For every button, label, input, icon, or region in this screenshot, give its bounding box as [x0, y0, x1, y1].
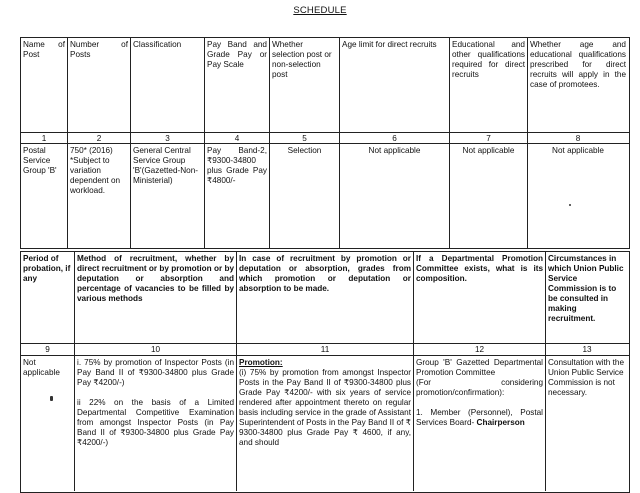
promotion-body: (i) 75% by promotion from amongst Inspector Posts in the Pay Band II of ₹9300-34800 plus Grade Pay ₹4200/- with six years of service rendered after appointment thereto on regular basis including service in the grade of Assistant Superintendent of Posts in the Pay Band II of ₹ 9300-34800 plus Grade Pay ₹ 4600, if any, and should: [239, 368, 411, 447]
header-age-limit: Age limit for direct recruits: [342, 40, 437, 49]
column-number: 7: [486, 134, 491, 143]
dpc-member: 1. Member (Personnel), Postal Services Board-: [416, 408, 543, 427]
column-number: 10: [150, 345, 161, 354]
cell-age-apply: Not applicable: [552, 146, 604, 155]
cell-promotion-grades: [237, 357, 413, 487]
column-number: 2: [96, 134, 102, 143]
header-classification: Classification: [133, 40, 182, 49]
header-probation: Period of probation, if any: [23, 254, 71, 283]
header-dpc-composition: If a Departmental Promotion Committee exists, what is its composition.: [416, 254, 543, 283]
dpc-title: Group 'B' Gazetted Departmental Promotion Committee: [416, 358, 543, 377]
header-promotion-grades: In case of recruitment by promotion or deputation or absorption, grades from which promotion or deputation or absorption to be made.: [239, 254, 411, 293]
column-number: 4: [234, 134, 240, 143]
scan-speck: [569, 204, 571, 206]
cell-probation: [21, 357, 74, 485]
cell-selection: Selection: [287, 146, 322, 155]
column-number: 12: [474, 345, 485, 354]
header-number-of-posts: Number of Posts: [70, 40, 128, 59]
cell-method-of-recruitment: [75, 357, 236, 487]
promotion-heading: Promotion:: [239, 358, 283, 367]
column-number: 11: [320, 345, 330, 354]
cell-name-of-post: Postal Service Group 'B': [23, 146, 57, 175]
column-number: 5: [302, 134, 307, 143]
cell-number-of-posts: 750* (2016) *Subject to variation dependent on workload.: [70, 146, 121, 195]
header-selection-post: Whether selection post or non-selection post: [272, 40, 332, 79]
method-item-promotion: i. 75% by promotion of Inspector Posts (in Pay Band II of ₹9300-34800 plus Grade Pay ₹4200/-): [77, 358, 234, 387]
column-number: 8: [575, 134, 581, 143]
header-name-of-post: Name of Post: [23, 40, 65, 59]
header-age-apply-promotees: Whether age and educational qualifications prescribed for direct recruits will apply in the case of promotees.: [530, 40, 626, 89]
header-method-of-recruitment: Method of recruitment, whether by direct recruitment or by promotion or by deputation or absorption and percentage of vacancies to be filled by various methods: [77, 254, 234, 303]
header-upsc-consultation: Circumstances in which Union Public Service Commission is to be consulted in making recruitment.: [548, 254, 624, 323]
header-educational-qualifications: Educational and other qualifications required for direct recruits: [452, 40, 525, 79]
scan-mark: [50, 396, 53, 401]
header-pay-band: Pay Band and Grade Pay or Pay Scale: [207, 40, 267, 69]
column-number: 6: [392, 134, 397, 143]
cell-age-limit: Not applicable: [368, 146, 421, 155]
column-number: 1: [41, 134, 47, 143]
cell-pay-band: Pay Band-2, ₹9300-34800 plus Grade Pay ₹4800/-: [207, 146, 267, 185]
column-number: 13: [582, 345, 592, 354]
cell-dpc-composition: [414, 357, 545, 487]
cell-educational: Not applicable: [462, 146, 515, 155]
probation-value: Not applicable: [23, 358, 60, 377]
schedule-title: SCHEDULE: [293, 5, 347, 16]
column-number: 9: [45, 345, 50, 354]
method-item-ldce: ii 22% on the basis of a Limited Departmental Competitive Examination from amongst Inspector Posts (in Pay Band II of ₹9300-34800 plus Grade Pay ₹4200/-): [77, 398, 234, 447]
column-number: 3: [165, 134, 170, 143]
dpc-chairperson: Chairperson: [476, 418, 525, 427]
cell-classification: General Central Service Group 'B'(Gazetted-Non-Ministerial): [133, 146, 199, 185]
dpc-purpose: (For considering promotion/confirmation):: [416, 378, 543, 397]
cell-upsc-consultation: Consultation with the Union Public Service Commission is not necessary.: [548, 358, 625, 397]
